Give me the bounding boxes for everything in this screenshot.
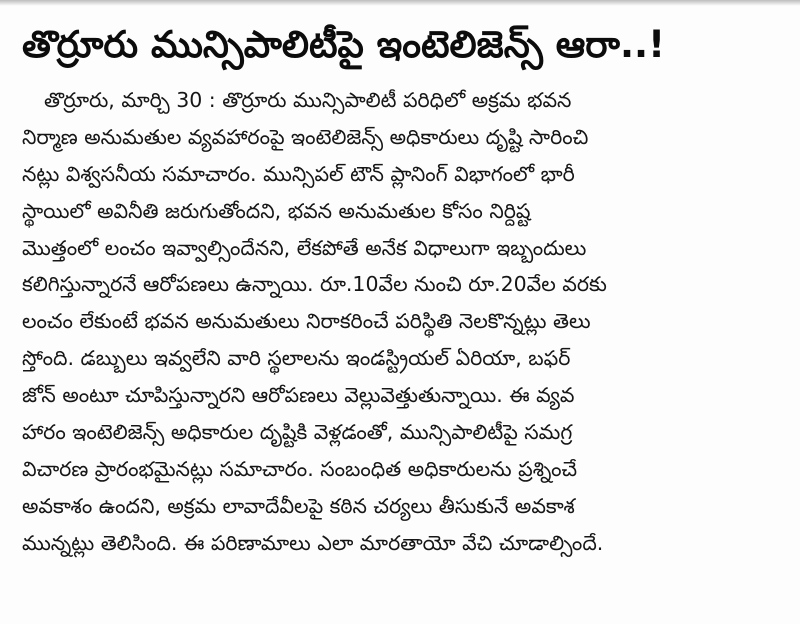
article-line: విచారణ ప్రారంభమైనట్లు సమాచారం. సంబంధిత అధికారులను ప్రశ్నించే	[22, 456, 578, 481]
article-line: స్తోంది. డబ్బులు ఇవ్వలేని వారి స్థలాలను ఇండస్ట్రియల్‌ ఏరియా, బఫర్‌	[22, 346, 571, 371]
article-line: స్థాయిలో అవినీతి జరుగుతోందని, భవన అనుమతుల కోసం నిర్దిష్ట	[22, 198, 531, 223]
article-line: మున్నట్లు తెలిసింది. ఈ పరిణామాలు ఎలా మారతాయో వేచి చూడాల్సిందే.	[22, 530, 604, 555]
article-line: లంచం లేకుంటే భవన అనుమతులు నిరాకరించే పరిస్థితి నెలకొన్నట్లు తెలు	[22, 309, 591, 334]
article-line: జోన్‌ అంటూ చూపిస్తున్నారని ఆరోపణలు వెల్లువెత్తుతున్నాయి. ఈ వ్యవ	[22, 383, 575, 408]
article-line: తొర్రూరు, మార్చి 30 : తొర్రూరు మున్సిపాలిటీ పరిధిలో అక్రమ భవన	[44, 88, 572, 112]
article-line: అవకాశం ఉందని, అక్రమ లావాదేవీలపై కఠిన చర్యలు తీసుకునే అవకాశ	[22, 493, 575, 518]
article-line: హారం ఇంటెలిజెన్స్‌ అధికారుల దృష్టికి వెళ్లడంతో, మున్సిపాలిటీపై సమగ్ర	[22, 420, 573, 445]
article-line: నట్లు విశ్వసనీయ సమాచారం. మున్సిపల్‌ టౌన్‌ ప్లానింగ్‌ విభాగంలో భారీ	[22, 161, 575, 186]
article-line: మొత్తంలో లంచం ఇవ్వాల్సిందేనని, లేకపోతే అనేక విధాలుగా ఇబ్బందులు	[22, 235, 587, 260]
article-line: నిర్మాణ అనుమతుల వ్యవహారంపై ఇంటెలిజెన్స్‌ అధికారులు దృష్టి సారించి	[22, 124, 589, 149]
article-line: కలిగిస్తున్నారనే ఆరోపణలు ఉన్నాయి. రూ.10వేల నుంచి రూ.20వేల వరకు	[22, 272, 607, 297]
article-headline: తొర్రూరు మున్సిపాలిటీపై ఇంటెలిజెన్స్‌ ఆరా..!	[22, 23, 665, 66]
top-divider	[0, 0, 800, 6]
article-body	[22, 82, 782, 562]
